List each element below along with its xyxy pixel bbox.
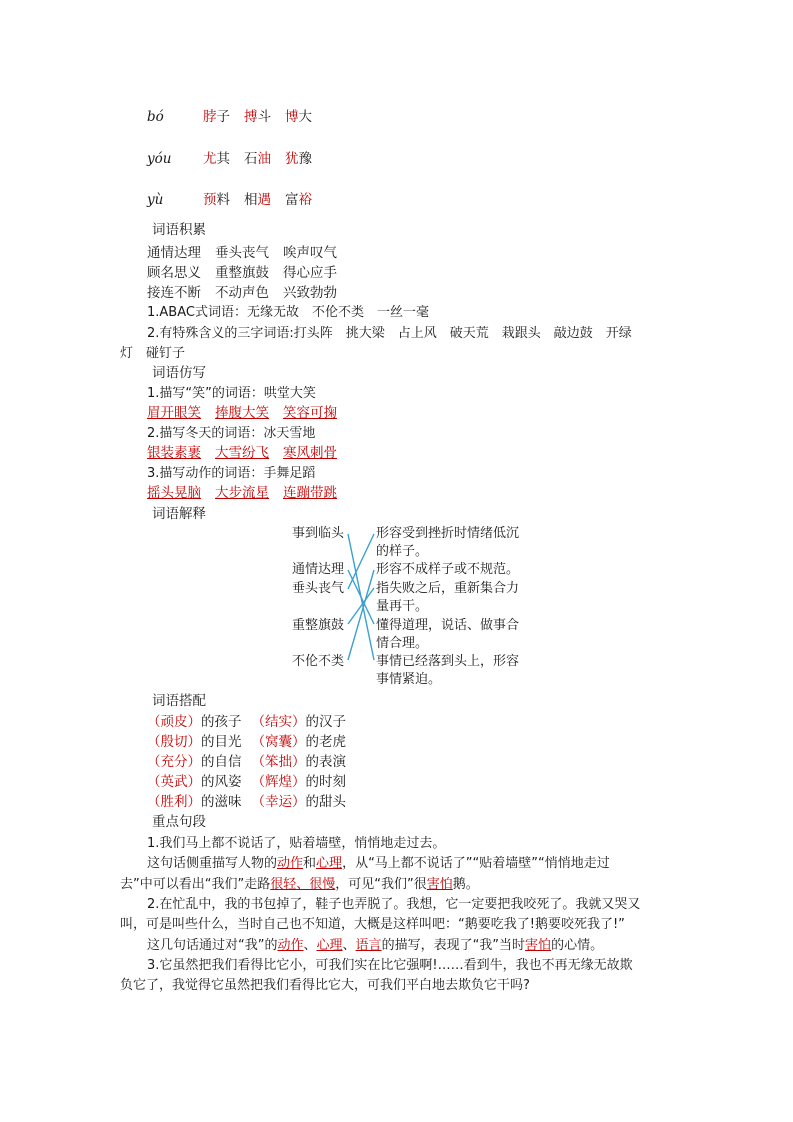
vocab-row: 顾名思义 重整旗鼓 得心应手 [147, 265, 337, 281]
key-sentence: 负它了，我觉得它虽然把我们看得比它大，可我们平白地去欺负它干吗? [120, 978, 530, 993]
imitation-answers: 摇头晃脑 大步流星 连蹦带跳 [147, 485, 337, 501]
abac-line: 1.ABAC式词语：无缘无故 不伦不类 一丝一毫 [147, 305, 429, 320]
word: 石油 [244, 151, 271, 167]
pinyin-label: yóu [147, 151, 172, 167]
key-sentence: 1.我们马上都不说话了，贴着墙壁，悄悄地走过去。 [147, 836, 446, 851]
key-sentence: 3.它虽然把我们看得比它小，可我们实在比它强啊!……看到牛，我也不再无缘无故欺 [147, 958, 633, 973]
match-right-line: 形容不成样子或不规范。 [376, 562, 520, 577]
collocation-row: （胜利）的滋味 （幸运）的甜头 [147, 794, 346, 810]
pinyin-label: bó [147, 109, 164, 125]
match-right-line: 情合理。 [376, 636, 429, 651]
match-right-line: 懂得道理，说话、做事合 [376, 618, 520, 633]
match-right-line: 形容受到挫折时情绪低沉 [376, 526, 520, 541]
match-right-line: 量再干。 [376, 599, 429, 614]
imitation-label: 2.描写冬天的词语：冰天雪地 [147, 426, 316, 441]
vocab-row: 通情达理 垂头丧气 唉声叹气 [147, 245, 337, 261]
vocab-row: 接连不断 不动声色 兴致勃勃 [147, 285, 337, 301]
match-left-word: 事到临头 [292, 526, 345, 541]
imitation-answers: 眉开眼笑 捧腹大笑 笑容可掬 [147, 405, 337, 421]
word: 富裕 [285, 192, 312, 208]
pinyin-row-1 [147, 109, 312, 126]
section-title-vocab: 词语积累 [152, 222, 206, 238]
word: 相遇 [244, 192, 271, 208]
section-title-key-sentences: 重点句段 [152, 814, 206, 830]
pinyin-row-3 [147, 192, 312, 209]
collocation-row: （殷切）的目光 （窝囊）的老虎 [147, 734, 346, 750]
analysis-line: 这句话侧重描写人物的动作和心理，从“马上都不说话了”“贴着墙壁”“悄悄地走过 [147, 856, 610, 871]
key-sentence: 叫，可是叫些什么，当时自己也不知道，大概是这样叫吧：“鹅要吃我了!鹅要咬死我了!” [120, 917, 625, 932]
special-words-line: 灯 碰钉子 [120, 346, 186, 361]
collocation-row: （英武）的风姿 （辉煌）的时刻 [147, 774, 346, 790]
section-title-imitation: 词语仿写 [152, 365, 206, 381]
word: 尤其 [203, 151, 230, 167]
match-right-line: 指失败之后，重新集合力 [376, 581, 520, 596]
match-line [348, 534, 374, 589]
match-left-word: 垂头丧气 [292, 581, 345, 596]
match-left-word: 不伦不类 [292, 654, 345, 669]
match-right-line: 事情已经落到头上，形容 [376, 654, 520, 669]
word: 搏斗 [244, 109, 271, 125]
match-left-word: 通情达理 [292, 562, 345, 577]
match-line [348, 588, 374, 624]
word: 博大 [285, 109, 312, 125]
collocation-row: （顽皮）的孩子 （结实）的汉子 [147, 714, 346, 730]
matching-exercise [288, 520, 536, 690]
section-title-collocation: 词语搭配 [152, 693, 206, 709]
analysis-line: 去”中可以看出“我们”走路很轻、很慢，可见“我们”很害怕鹅。 [120, 877, 479, 892]
match-right-line: 事情紧迫。 [376, 672, 442, 687]
match-right-line: 的样子。 [376, 544, 429, 559]
pinyin-row-2 [147, 151, 312, 168]
word: 预料 [203, 192, 230, 208]
key-sentence: 2.在忙乱中，我的书包掉了，鞋子也弄脱了。我想，它一定要把我咬死了。我就又哭又 [147, 897, 641, 912]
imitation-label: 3.描写动作的词语：手舞足蹈 [147, 466, 316, 481]
word: 脖子 [203, 109, 230, 125]
section-title-explanation: 词语解释 [152, 506, 206, 522]
collocation-row: （充分）的自信 （笨拙）的表演 [147, 754, 346, 770]
pinyin-label: yù [147, 192, 164, 208]
word: 犹豫 [285, 151, 312, 167]
imitation-answers: 银装素裹 大雪纷飞 寒风刺骨 [147, 445, 337, 461]
imitation-label: 1.描写“笑”的词语：哄堂大笑 [147, 386, 316, 401]
analysis-line: 这几句话通过对“我”的动作、心理、语言的描写，表现了“我”当时害怕的心情。 [147, 938, 604, 953]
match-left-word: 重整旗鼓 [292, 618, 345, 633]
matching-lines [288, 520, 536, 690]
special-words-line: 2.有特殊含义的三字词语:打头阵 挑大梁 占上风 破天荒 栽跟头 敲边鼓 开绿 [147, 326, 632, 341]
